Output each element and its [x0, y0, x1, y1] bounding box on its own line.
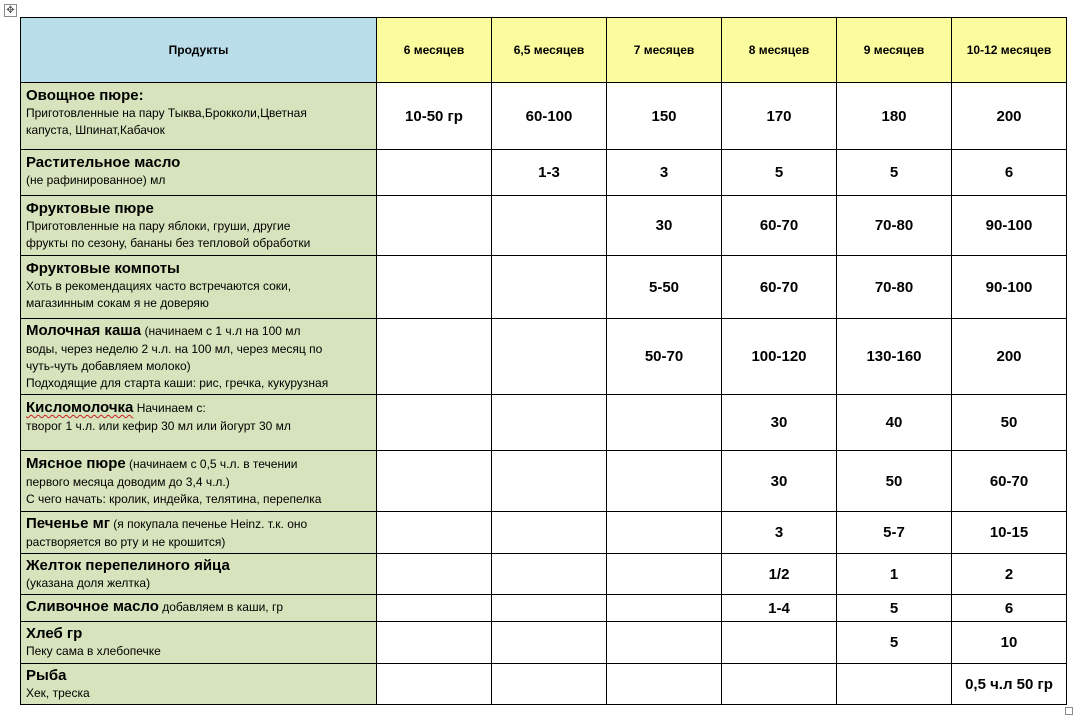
product-desc-line: Приготовленные на пару Тыква,Брокколи,Цветная [26, 106, 307, 120]
header-products: Продукты [21, 18, 377, 83]
product-cell [21, 451, 377, 512]
product-title: Сливочное масло [26, 598, 159, 615]
product-cell [21, 554, 377, 595]
value-cell: 5 [837, 150, 952, 196]
value-cell: 60-70 [722, 256, 837, 319]
table-row [21, 595, 1067, 622]
value-cell: 40 [837, 395, 952, 451]
value-cell: 10 [952, 622, 1067, 664]
value-cell: 10-50 гр [377, 83, 492, 150]
table-row [21, 150, 1067, 196]
product-desc-line: магазинным сокам я не доверяю [26, 296, 209, 310]
value-cell: 130-160 [837, 319, 952, 395]
value-cell [492, 319, 607, 395]
product-desc-line: чуть-чуть добавляем молоко) [26, 359, 191, 373]
value-cell: 70-80 [837, 196, 952, 256]
value-cell: 150 [607, 83, 722, 150]
value-cell: 0,5 ч.л 50 гр [952, 664, 1067, 705]
value-cell: 10-15 [952, 512, 1067, 554]
value-cell: 6 [952, 595, 1067, 622]
product-desc-line: первого месяца доводим до 3,4 ч.л.) [26, 475, 230, 489]
product-desc-line: (не рафинированное) мл [26, 173, 166, 187]
product-note: (начинаем с 0,5 ч.л. в течении [125, 457, 298, 471]
value-cell [492, 664, 607, 705]
value-cell: 50 [952, 395, 1067, 451]
value-cell: 5 [837, 622, 952, 664]
product-cell [21, 256, 377, 319]
value-cell [377, 595, 492, 622]
product-cell [21, 150, 377, 196]
value-cell [492, 196, 607, 256]
header-month-10-12: 10-12 месяцев [952, 18, 1067, 83]
value-cell: 60-70 [952, 451, 1067, 512]
value-cell: 30 [607, 196, 722, 256]
value-cell [492, 395, 607, 451]
product-note: Начинаем с: [133, 401, 206, 415]
value-cell [492, 622, 607, 664]
value-cell: 1-3 [492, 150, 607, 196]
value-cell: 90-100 [952, 256, 1067, 319]
value-cell: 100-120 [722, 319, 837, 395]
value-cell [377, 150, 492, 196]
table-row [21, 451, 1067, 512]
table-row [21, 622, 1067, 664]
table-resize-handle[interactable] [1065, 707, 1073, 715]
value-cell: 5-50 [607, 256, 722, 319]
value-cell: 180 [837, 83, 952, 150]
product-title: Растительное масло [26, 154, 181, 171]
product-title: Мясное пюре [26, 455, 126, 472]
table-row [21, 664, 1067, 705]
product-desc-line: капуста, Шпинат,Кабачок [26, 123, 165, 137]
value-cell: 3 [607, 150, 722, 196]
value-cell [492, 512, 607, 554]
product-title: Кисломолочка [26, 399, 134, 416]
value-cell: 6 [952, 150, 1067, 196]
product-desc-line: воды, через неделю 2 ч.л. на 100 мл, через месяц по [26, 342, 323, 356]
value-cell [607, 512, 722, 554]
value-cell [607, 595, 722, 622]
product-desc-line: Подходящие для старта каши: рис, гречка, кукурузная [26, 376, 329, 390]
product-desc-line: Приготовленные на пару яблоки, груши, другие [26, 219, 291, 233]
value-cell: 200 [952, 319, 1067, 395]
product-cell [21, 664, 377, 705]
value-cell [377, 622, 492, 664]
value-cell: 60-70 [722, 196, 837, 256]
value-cell: 30 [722, 395, 837, 451]
value-cell [377, 451, 492, 512]
value-cell [377, 664, 492, 705]
product-title-line [26, 514, 371, 534]
product-title: Рыба [26, 667, 67, 684]
product-cell [21, 595, 377, 622]
product-title-line [26, 454, 371, 474]
header-month-6-5: 6,5 месяцев [492, 18, 607, 83]
header-month-7: 7 месяцев [607, 18, 722, 83]
value-cell [377, 196, 492, 256]
product-title-line [26, 398, 371, 418]
value-cell: 30 [722, 451, 837, 512]
product-desc-line: фрукты по сезону, бананы без тепловой обработки [26, 236, 311, 250]
product-note: добавляем в каши, гр [158, 600, 284, 614]
value-cell: 1-4 [722, 595, 837, 622]
value-cell [722, 664, 837, 705]
value-cell: 50-70 [607, 319, 722, 395]
product-desc-line: растворяется во рту и не крошится) [26, 535, 226, 549]
product-cell [21, 196, 377, 256]
table-move-handle-icon[interactable]: ✥ [4, 4, 17, 17]
value-cell [377, 512, 492, 554]
product-cell [21, 512, 377, 554]
value-cell [377, 256, 492, 319]
value-cell: 5-7 [837, 512, 952, 554]
table-row [21, 256, 1067, 319]
table-row [21, 319, 1067, 395]
value-cell: 1/2 [722, 554, 837, 595]
value-cell [492, 451, 607, 512]
value-cell [607, 451, 722, 512]
value-cell: 1 [837, 554, 952, 595]
product-desc-line: Хек, треска [26, 686, 90, 700]
product-note: (я покупала печенье Heinz. т.к. оно [109, 517, 308, 531]
baby-food-table [20, 17, 1067, 705]
value-cell: 3 [722, 512, 837, 554]
product-title: Желток перепелиного яйца [26, 557, 230, 574]
product-desc-line: Пеку сама в хлебопечке [26, 644, 161, 658]
value-cell [607, 664, 722, 705]
product-title: Фруктовые пюре [26, 200, 154, 217]
table-row [21, 554, 1067, 595]
product-cell [21, 395, 377, 451]
product-title-line [26, 321, 371, 341]
product-note: (начинаем с 1 ч.л на 100 мл [141, 324, 301, 338]
value-cell: 70-80 [837, 256, 952, 319]
product-desc-line: (указана доля желтка) [26, 576, 151, 590]
header-month-9: 9 месяцев [837, 18, 952, 83]
table-row [21, 196, 1067, 256]
value-cell: 60-100 [492, 83, 607, 150]
value-cell [377, 319, 492, 395]
value-cell [837, 664, 952, 705]
value-cell: 5 [722, 150, 837, 196]
value-cell [377, 554, 492, 595]
product-title-line [26, 597, 371, 617]
value-cell [492, 595, 607, 622]
table-header-row [21, 18, 1067, 83]
header-month-8: 8 месяцев [722, 18, 837, 83]
value-cell [492, 554, 607, 595]
product-title: Хлеб гр [26, 625, 83, 642]
product-title: Печенье мг [26, 515, 110, 532]
value-cell: 170 [722, 83, 837, 150]
table-row [21, 83, 1067, 150]
product-title: Молочная каша [26, 322, 142, 339]
table-row [21, 395, 1067, 451]
value-cell: 2 [952, 554, 1067, 595]
value-cell: 5 [837, 595, 952, 622]
product-desc-line: творог 1 ч.л. или кефир 30 мл или йогурт 30 мл [26, 419, 291, 433]
header-month-6: 6 месяцев [377, 18, 492, 83]
product-desc-line: Хоть в рекомендациях часто встречаются соки, [26, 279, 292, 293]
product-title: Овощное пюре: [26, 87, 144, 104]
product-cell [21, 83, 377, 150]
product-cell [21, 319, 377, 395]
value-cell [722, 622, 837, 664]
value-cell [607, 622, 722, 664]
value-cell: 200 [952, 83, 1067, 150]
product-desc-line: С чего начать: кролик, индейка, телятина, перепелка [26, 492, 322, 506]
value-cell [377, 395, 492, 451]
value-cell: 50 [837, 451, 952, 512]
value-cell [607, 395, 722, 451]
value-cell [607, 554, 722, 595]
product-title: Фруктовые компоты [26, 260, 180, 277]
value-cell: 90-100 [952, 196, 1067, 256]
table-row [21, 512, 1067, 554]
product-cell [21, 622, 377, 664]
value-cell [492, 256, 607, 319]
